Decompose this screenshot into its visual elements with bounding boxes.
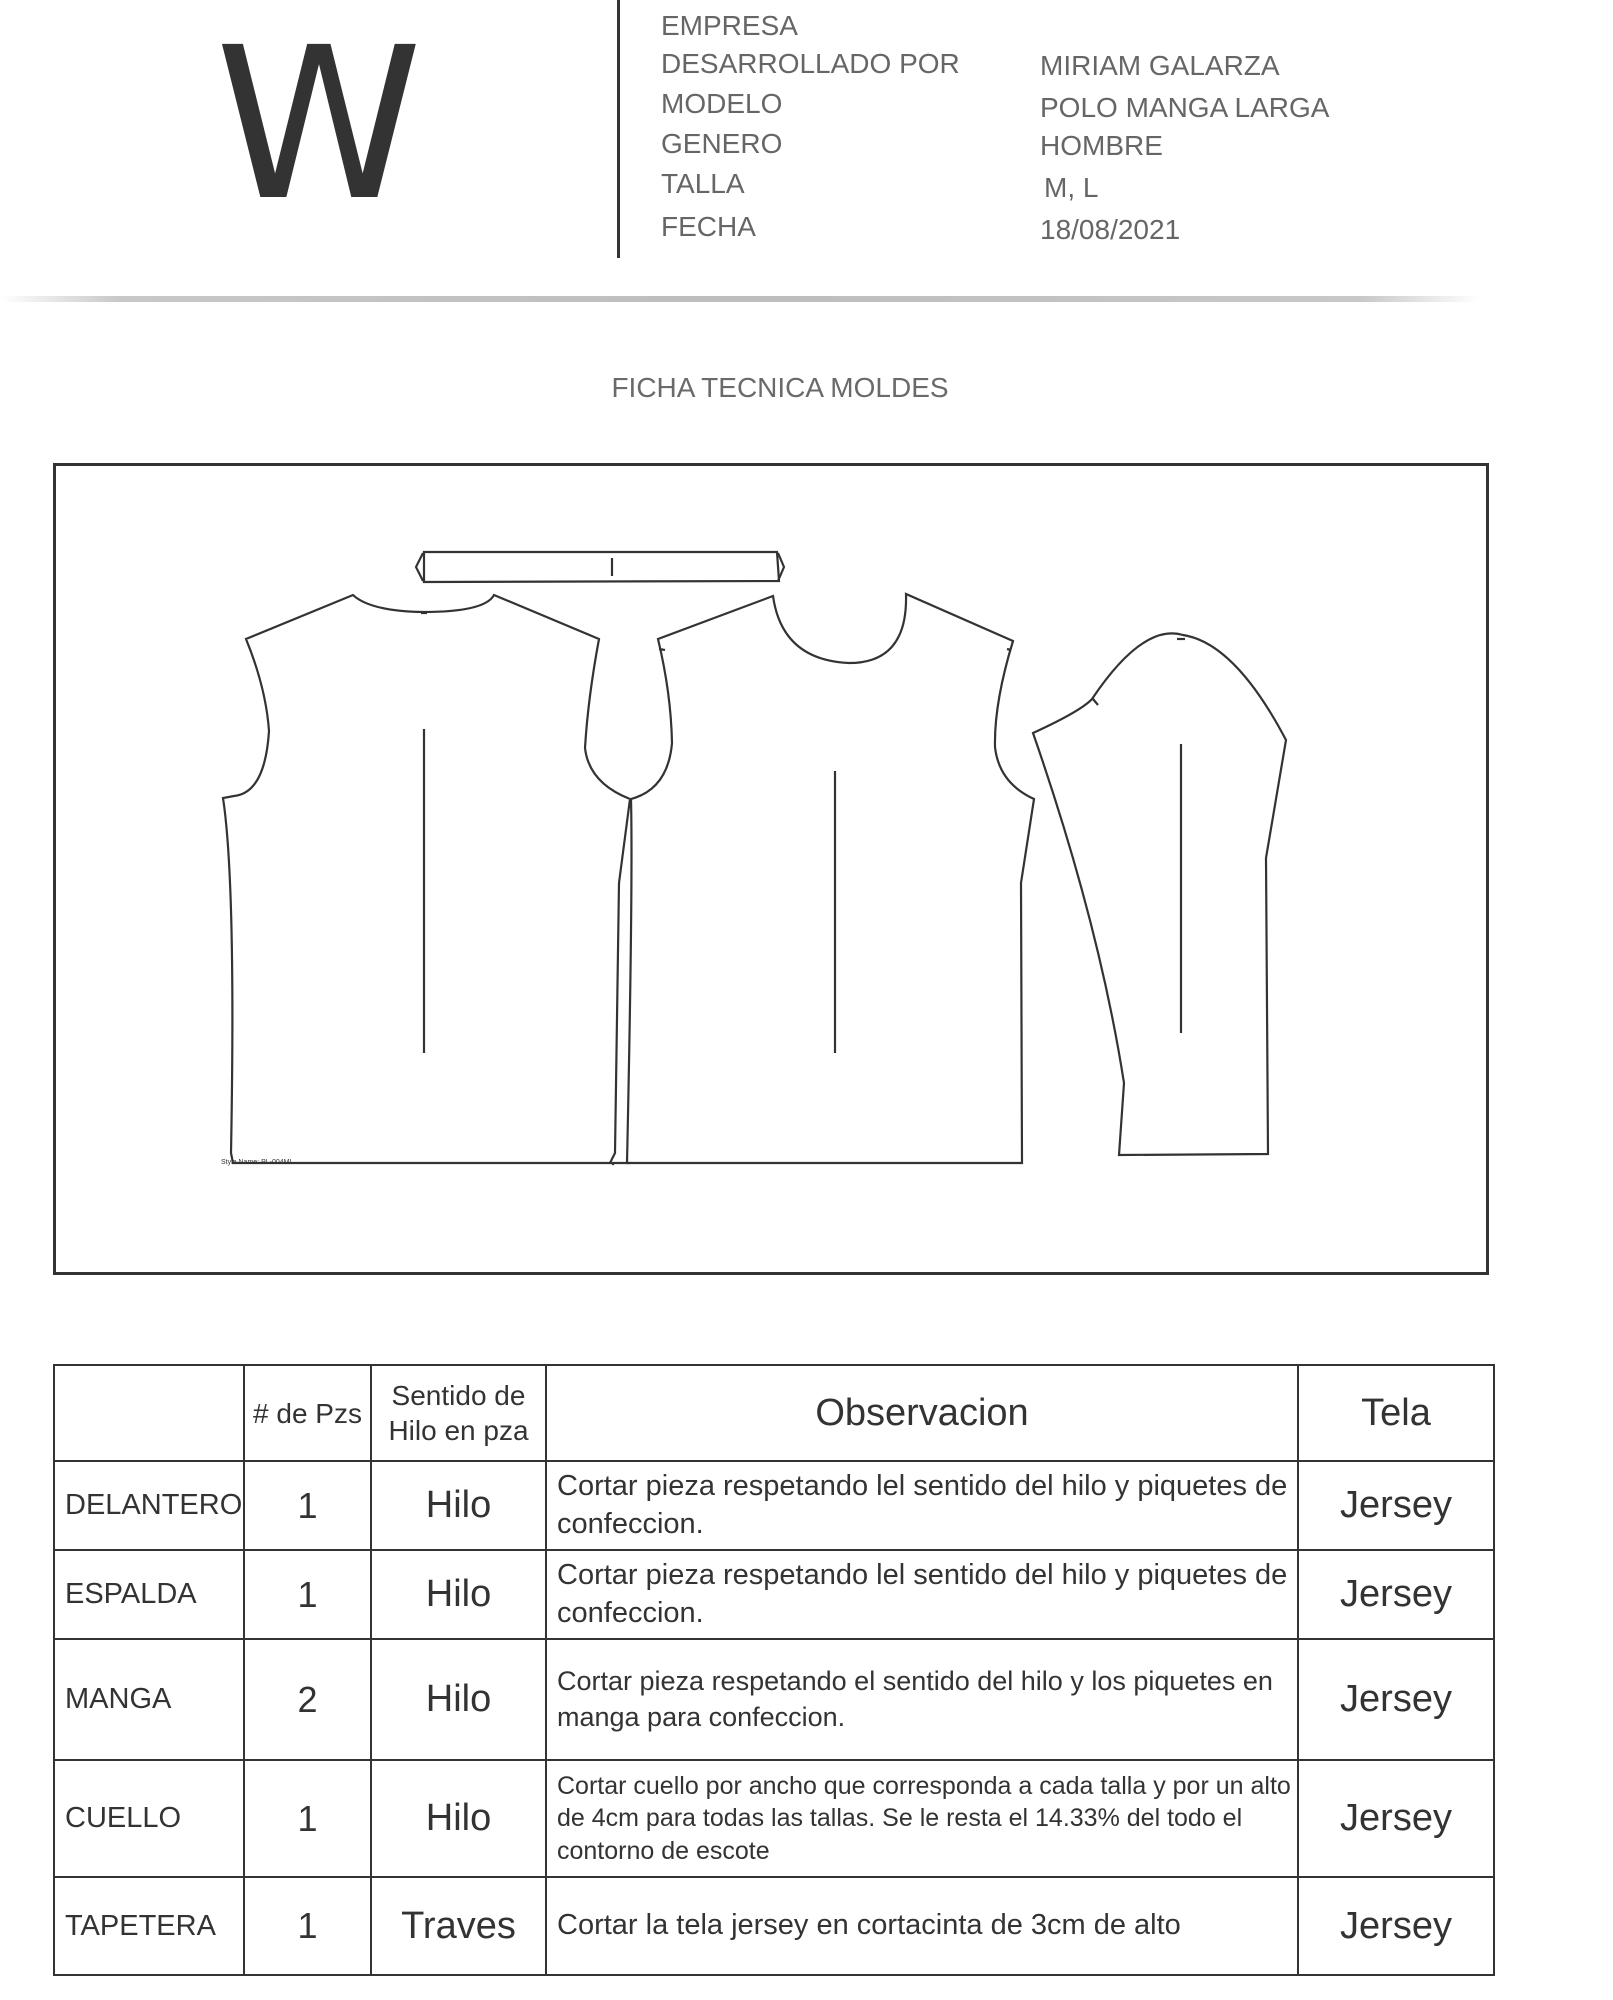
value-gender: HOMBRE bbox=[1040, 130, 1163, 161]
piece-fabric: Jersey bbox=[1298, 1461, 1494, 1550]
header-divider bbox=[617, 0, 620, 258]
header-blank bbox=[54, 1365, 244, 1461]
piece-observation: Cortar cuello por ancho que corresponda a cada talla y por un alto de 4cm para todas las tallas. Se le resta el 14.33% del todo el contorno de escote bbox=[546, 1760, 1298, 1877]
piece-observation: Cortar pieza respetando el sentido del hilo y los piquetes en manga para confeccion. bbox=[546, 1639, 1298, 1760]
piece-fabric: Jersey bbox=[1298, 1550, 1494, 1639]
piece-qty: 1 bbox=[244, 1760, 371, 1877]
piece-grain: Hilo bbox=[371, 1639, 546, 1760]
collar-piece bbox=[424, 552, 779, 582]
pattern-style-tag: Style Name: PL-004MI bbox=[221, 1159, 292, 1166]
value-sizes: M, L bbox=[1044, 172, 1099, 203]
brand-logo: W bbox=[215, 2, 423, 247]
header-fabric: Tela bbox=[1298, 1365, 1494, 1461]
label-genero: GENERO bbox=[661, 128, 783, 159]
header-rule bbox=[0, 296, 1480, 302]
piece-name: DELANTERO bbox=[54, 1461, 244, 1550]
table-row bbox=[54, 1461, 1494, 1550]
piece-name: ESPALDA bbox=[54, 1550, 244, 1639]
sleeve-piece bbox=[1033, 633, 1286, 1155]
piece-fabric: Jersey bbox=[1298, 1760, 1494, 1877]
piece-name: CUELLO bbox=[54, 1760, 244, 1877]
piece-fabric: Jersey bbox=[1298, 1877, 1494, 1975]
label-desarrollado-por: DESARROLLADO POR bbox=[661, 48, 960, 79]
table-row bbox=[54, 1877, 1494, 1975]
table-row bbox=[54, 1550, 1494, 1639]
label-talla: TALLA bbox=[661, 168, 745, 199]
header-observation: Observacion bbox=[546, 1365, 1298, 1461]
piece-name: TAPETERA bbox=[54, 1877, 244, 1975]
piece-qty: 1 bbox=[244, 1461, 371, 1550]
piece-observation: Cortar pieza respetando lel sentido del hilo y piquetes de confeccion. bbox=[546, 1550, 1298, 1639]
value-model: POLO MANGA LARGA bbox=[1040, 92, 1330, 123]
piece-observation: Cortar pieza respetando lel sentido del hilo y piquetes de confeccion. bbox=[546, 1461, 1298, 1550]
piece-fabric: Jersey bbox=[1298, 1639, 1494, 1760]
piece-grain: Traves bbox=[371, 1877, 546, 1975]
header-qty: # de Pzs bbox=[244, 1365, 371, 1461]
piece-observation: Cortar la tela jersey en cortacinta de 3cm de alto bbox=[546, 1877, 1298, 1975]
front-piece bbox=[627, 594, 1034, 1163]
label-fecha: FECHA bbox=[661, 211, 756, 242]
piece-qty: 1 bbox=[244, 1877, 371, 1975]
piece-grain: Hilo bbox=[371, 1461, 546, 1550]
piece-grain: Hilo bbox=[371, 1550, 546, 1639]
table-header-row bbox=[54, 1365, 1494, 1461]
value-designer: MIRIAM GALARZA bbox=[1040, 50, 1280, 81]
table-row bbox=[54, 1639, 1494, 1760]
pattern-drawing bbox=[53, 463, 1489, 1275]
label-modelo: MODELO bbox=[661, 88, 783, 119]
value-date: 18/08/2021 bbox=[1040, 214, 1181, 245]
piece-qty: 1 bbox=[244, 1550, 371, 1639]
piece-qty: 2 bbox=[244, 1639, 371, 1760]
label-empresa: EMPRESA bbox=[661, 10, 798, 41]
pieces-table bbox=[53, 1364, 1495, 1976]
header-grain: Sentido de Hilo en pza bbox=[371, 1365, 546, 1461]
back-piece bbox=[223, 595, 630, 1165]
table-row bbox=[54, 1760, 1494, 1877]
piece-name: MANGA bbox=[54, 1639, 244, 1760]
piece-grain: Hilo bbox=[371, 1760, 546, 1877]
sheet-title: FICHA TECNICA MOLDES bbox=[611, 372, 949, 403]
